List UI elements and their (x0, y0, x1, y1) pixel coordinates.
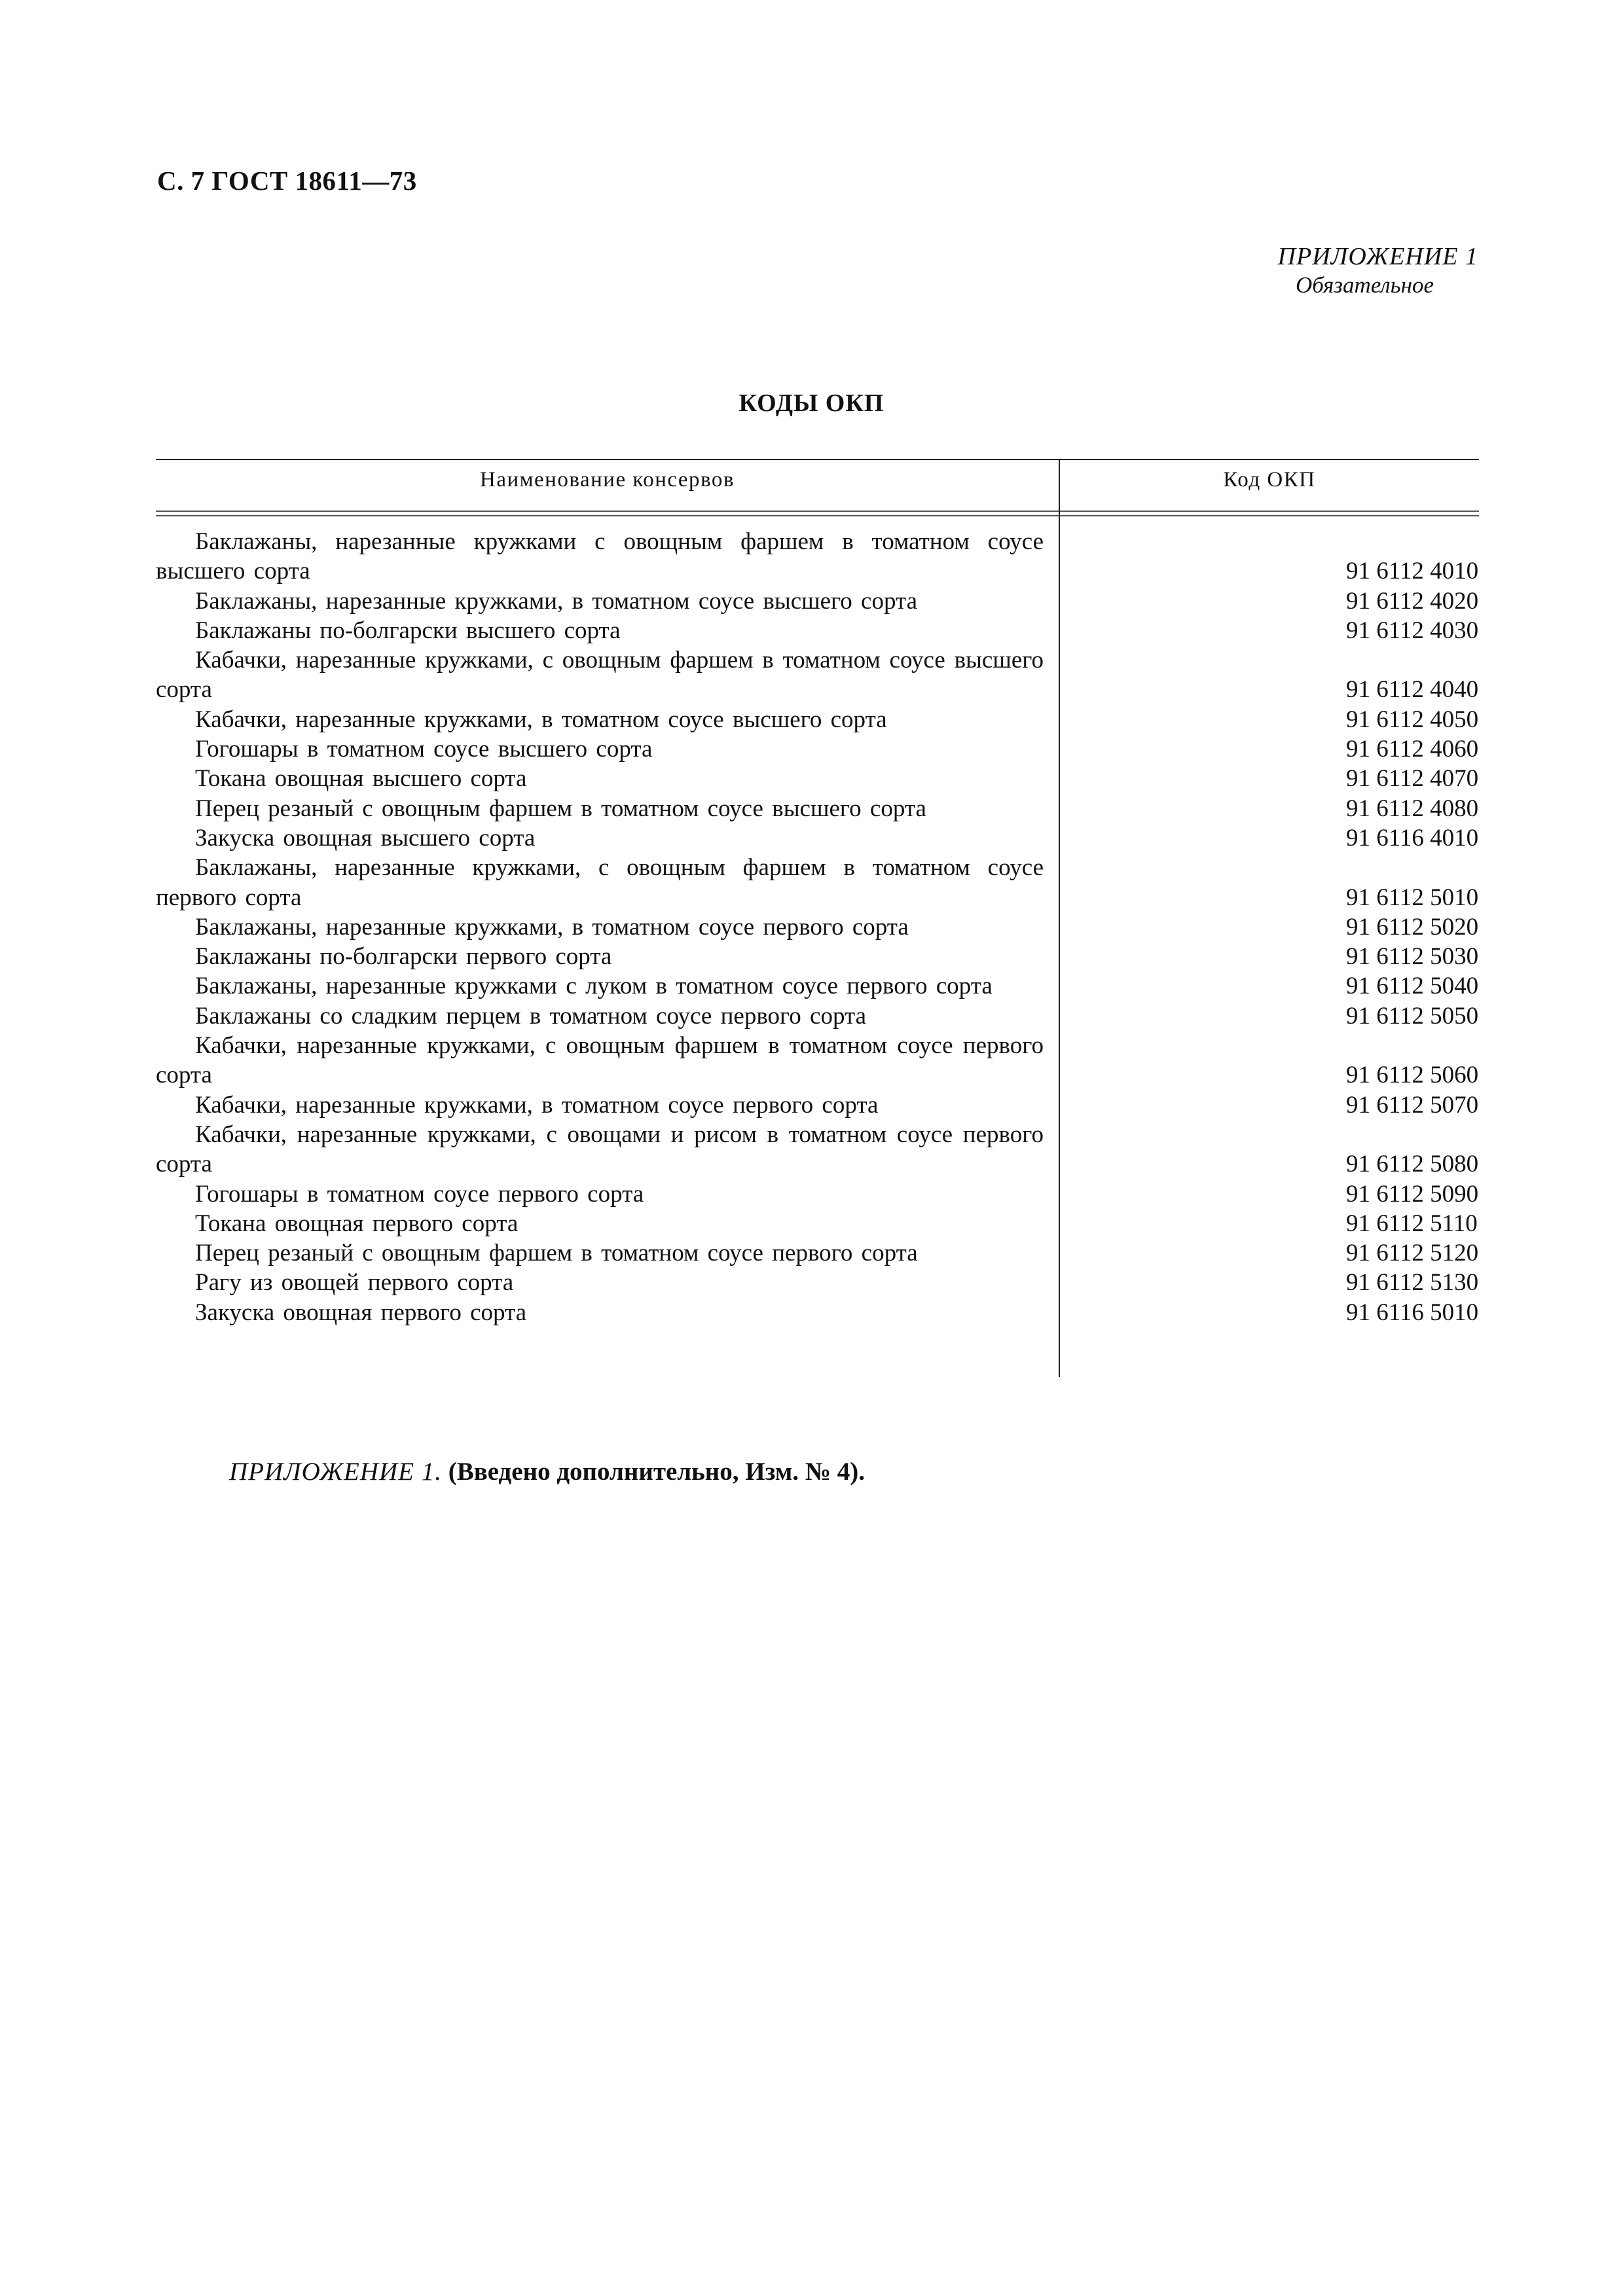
okp-code: 91 6112 4080 (1346, 795, 1479, 822)
okp-code: 91 6112 5130 (1346, 1269, 1479, 1297)
header-double-rule (156, 511, 1479, 516)
product-name: Гогошары в томатном соусе первого сорта (195, 1180, 644, 1208)
table-row (156, 1238, 1479, 1268)
product-name: Баклажаны по-болгарски первого сорта (195, 943, 612, 971)
okp-code: 91 6112 5030 (1346, 943, 1479, 971)
product-name: Кабачки, нарезанные кружками, с овощами и рисом в томатном соусе первого сорта (156, 1121, 1044, 1178)
product-name: Рагу из овощей первого сорта (195, 1269, 514, 1297)
product-name: Токана овощная высшего сорта (195, 765, 527, 793)
okp-code: 91 6112 4020 (1346, 587, 1479, 615)
okp-code: 91 6112 5060 (1346, 1062, 1479, 1089)
appendix-label (1278, 242, 1478, 300)
okp-code: 91 6112 5070 (1346, 1091, 1479, 1119)
table-row (156, 586, 1479, 616)
okp-code: 91 6112 4030 (1346, 617, 1479, 644)
table-row (156, 734, 1479, 764)
page-header: С. 7 ГОСТ 18611—73 (157, 166, 417, 196)
table-row (156, 1179, 1479, 1209)
product-name: Кабачки, нарезанные кружками, с овощным фаршем в томатном соусе первого сорта (156, 1032, 1044, 1089)
okp-code: 91 6112 4060 (1346, 736, 1479, 763)
okp-code: 91 6112 5010 (1346, 884, 1479, 911)
appendix-title: ПРИЛОЖЕНИЕ 1 (1277, 243, 1478, 270)
table-row (156, 1209, 1479, 1238)
product-name: Кабачки, нарезанные кружками, в томатном соусе высшего сорта (195, 706, 887, 733)
okp-codes-table (156, 459, 1479, 1377)
okp-code: 91 6116 5010 (1346, 1299, 1479, 1326)
product-name: Баклажаны, нарезанные кружками, в томатном соусе высшего сорта (195, 587, 918, 615)
product-name: Баклажаны, нарезанные кружками с овощным фаршем в томатном соусе высшего сорта (156, 528, 1044, 585)
column-header-code: Код ОКП (1223, 468, 1316, 492)
product-name: Баклажаны, нарезанные кружками, в томатном соусе первого сорта (195, 913, 909, 941)
table-title: КОДЫ ОКП (739, 389, 884, 417)
table-row (156, 1001, 1479, 1031)
okp-code: 91 6112 5040 (1346, 973, 1479, 1000)
table-row (156, 794, 1479, 823)
table-row (156, 1298, 1479, 1327)
table-row (156, 942, 1479, 971)
product-name: Кабачки, нарезанные кружками, с овощным фаршем в томатном соусе высшего сорта (156, 647, 1044, 704)
okp-code: 91 6112 5110 (1346, 1210, 1478, 1237)
table-top-rule (156, 459, 1479, 460)
table-row (156, 705, 1479, 734)
product-name: Кабачки, нарезанные кружками, в томатном соусе первого сорта (195, 1091, 879, 1119)
product-name: Гогошары в томатном соусе высшего сорта (195, 736, 653, 763)
footnote-label: ПРИЛОЖЕНИЕ 1. (229, 1458, 442, 1486)
appendix-subtitle: Обязательное (1296, 272, 1434, 298)
okp-code: 91 6112 4050 (1346, 706, 1479, 733)
table-row (156, 1268, 1479, 1297)
table-row (156, 912, 1479, 942)
okp-code: 91 6112 5120 (1346, 1240, 1479, 1267)
table-row (156, 764, 1479, 793)
okp-code: 91 6116 4010 (1346, 824, 1479, 852)
table-row (156, 853, 1479, 912)
product-name: Перец резаный с овощным фаршем в томатном соусе высшего сорта (195, 795, 926, 822)
okp-code: 91 6112 4040 (1346, 676, 1479, 704)
okp-code: 91 6112 5050 (1346, 1002, 1479, 1030)
table-row (156, 823, 1479, 853)
product-name: Токана овощная первого сорта (195, 1210, 519, 1237)
table-row (156, 1120, 1479, 1179)
product-name: Баклажаны по-болгарски высшего сорта (195, 617, 621, 644)
table-row (156, 1090, 1479, 1120)
okp-code: 91 6112 5090 (1346, 1180, 1479, 1208)
okp-code: 91 6112 5080 (1346, 1151, 1479, 1178)
table-row (156, 1031, 1479, 1090)
table-row (156, 645, 1479, 705)
table-row (156, 616, 1479, 645)
product-name: Закуска овощная высшего сорта (195, 824, 536, 852)
table-row (156, 527, 1479, 586)
column-header-name: Наименование консервов (480, 468, 735, 492)
product-name: Закуска овощная первого сорта (195, 1299, 527, 1326)
footnote (229, 1457, 865, 1486)
okp-code: 91 6112 5020 (1346, 913, 1479, 941)
product-name: Баклажаны со сладким перцем в томатном соусе первого сорта (195, 1002, 867, 1030)
table-body (156, 527, 1479, 1327)
footnote-text: (Введено дополнительно, Изм. № 4). (448, 1458, 865, 1486)
product-name: Перец резаный с овощным фаршем в томатном соусе первого сорта (195, 1240, 918, 1267)
okp-code: 91 6112 4010 (1346, 558, 1479, 585)
okp-code: 91 6112 4070 (1346, 765, 1479, 793)
product-name: Баклажаны, нарезанные кружками, с овощным фаршем в томатном соусе первого сорта (156, 854, 1044, 911)
table-row (156, 971, 1479, 1001)
product-name: Баклажаны, нарезанные кружками с луком в томатном соусе первого сорта (195, 973, 993, 1000)
